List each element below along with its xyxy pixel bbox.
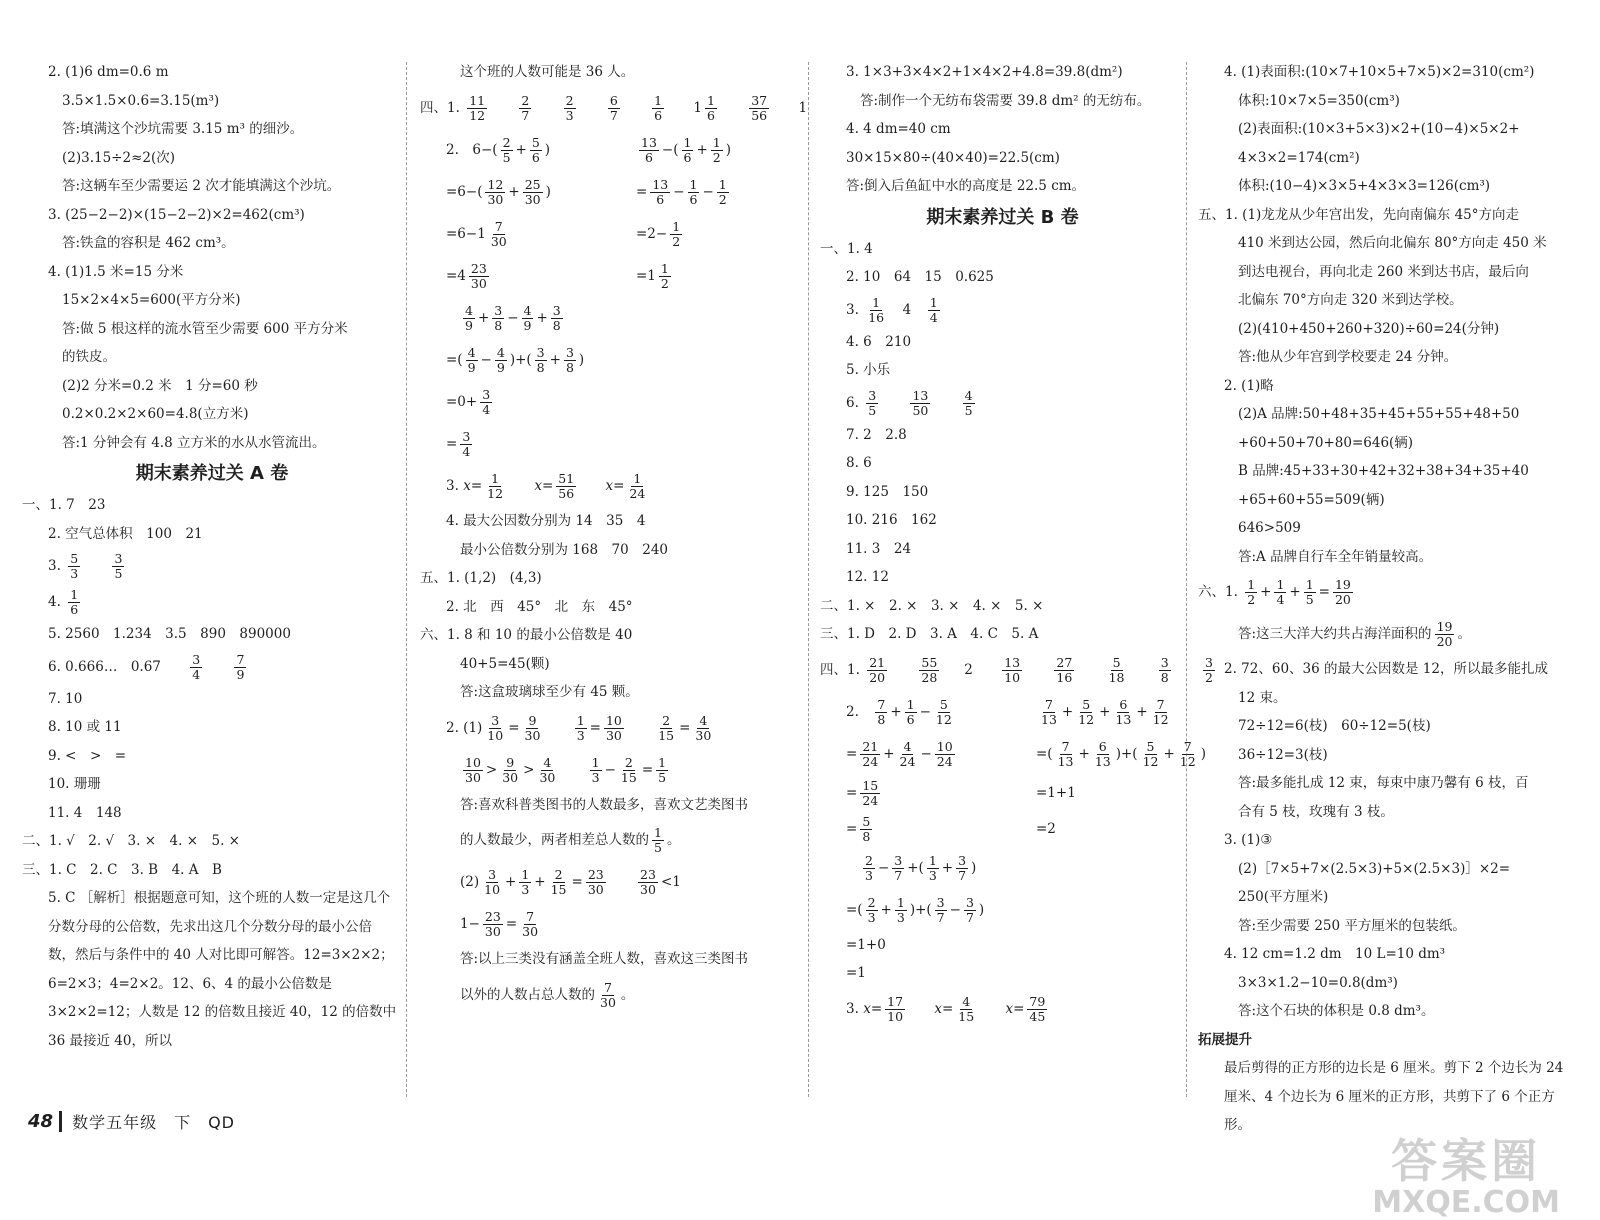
fraction: $\frac{3}{4}$ [482,387,491,417]
fraction: $\frac{1}{3}$ [591,754,600,785]
fraction: $\frac{4}{30}$ [695,712,712,743]
answer-line: 646>509 [1238,520,1301,536]
fraction: $\frac{6}{13}$ [1094,738,1111,769]
answer-line: 5. 2560 1.234 3.5 890 890000 [48,626,291,642]
answer-line: 2. (1)6 dm=0.6 m [48,64,169,80]
fraction: $\frac{7}{12}$ [1179,738,1196,769]
answer-line: (2) $\frac{3}{10}$ + $\frac{1}{3}$ + $\frac{2}{15}$ = $\frac{23}{30}$ $\frac{23}{30}$ <1 [460,867,681,897]
answer-line: 五、1. (1)龙龙从少年宫出发，先向南偏东 45°方向走 [1198,206,1520,223]
fraction: $\frac{4}{5}$ [964,387,973,418]
answer-column-3 [820,58,1213,1030]
fraction: $\frac{9}{30}$ [524,712,541,743]
column-divider-1 [406,62,407,1097]
fraction: $\frac{3}{4}$ [462,429,471,459]
answer-line: 答:铁盒的容积是 462 cm³。 [62,235,235,251]
answer-line: B 品牌:45+33+30+42+32+38+34+35+40 [1238,463,1529,479]
fraction: $\frac{10}{30}$ [605,712,622,743]
fraction: $\frac{5}{18}$ [1108,654,1125,685]
answer-line: 答:填满这个沙坑需要 3.15 m³ 的细沙。 [62,121,304,137]
fraction: $\frac{37}{56}$ [751,92,768,123]
answer-line: 2. 10 64 15 0.625 [846,269,994,285]
answer-line: 10. 珊珊 [48,776,101,792]
fraction: $\frac{1}{6}$ [906,696,915,727]
answer-line: 3. $\frac{5}{3}$ $\frac{3}{5}$ [48,551,123,581]
answer-line: 11. 3 24 [846,540,912,557]
fraction: $\frac{3}{2}$ [1205,654,1213,685]
answer-line: 0.2×0.2×2×60=4.8(立方米) [62,406,249,422]
answer-line: 8. 6 [846,455,872,471]
fraction: $\frac{1}{6}$ [689,177,698,207]
answer-line: 72÷12=6(枝) 60÷12=5(枝) [1238,718,1431,734]
extension-title: 拓展提升 [1198,1031,1252,1048]
answer-line: (2)表面积:(10×3+5×3)×2+(10−4)×5×2+ [1238,121,1520,137]
answer-line: 2. 北 西 45° 北 东 45° [446,598,633,615]
answer-line: 四、1. $\frac{21}{20}$ $\frac{55}{28}$ 2 $\frac{13}{10}$ $\frac{27}{16}$ $\frac{5}{18}$ $\frac{3}{8}$ $\frac{3}{2}$ [820,654,1213,685]
answer-line: 30×15×80÷(40×40)=22.5(cm) [846,149,1060,166]
fraction: $\frac{4}{9}$ [523,303,532,333]
answer-line: 答:这个石块的体积是 0.8 dm³。 [1238,1003,1435,1019]
fraction: $\frac{1}{2}$ [1247,577,1256,607]
fraction: $\frac{1}{2}$ [712,135,721,165]
calc-pair: = $\frac{21}{24}$ + $\frac{4}{24}$ − $\frac{10}{24}$ =( $\frac{7}{13}$ + $\frac{6}{13}$ )+( $\frac{5}{12}$ + $\frac{7}{12}$ ) [846,738,1206,769]
answer-column-4 [1198,58,1588,1140]
fraction: $\frac{10}{30}$ [465,754,481,785]
fraction: $\frac{2}{3}$ [867,894,876,925]
answer-line: 六、1. $\frac{1}{2}$ + $\frac{1}{4}$ + $\frac{1}{5}$ = $\frac{19}{20}$ [1198,577,1351,607]
fraction: $\frac{13}{6}$ [641,135,657,165]
fraction: $\frac{2}{3}$ [565,92,574,123]
watermark-bottom: MXQE.COM [1372,1185,1560,1220]
answer-line: +65+60+55=509(辆) [1238,491,1385,508]
answer-line: 10. 216 162 [846,512,937,528]
answer-line: 2. (1) $\frac{3}{10}$ = $\frac{9}{30}$ $\frac{1}{3}$ = $\frac{10}{30}$ $\frac{2}{15}$ = $\frac{4}{30}$ [446,712,712,743]
answer-line: 3. x= $\frac{1}{12}$ x= $\frac{51}{56}$ x= $\frac{1}{24}$ [446,471,646,501]
fraction: $\frac{55}{28}$ [921,654,938,685]
fraction: $\frac{79}{45}$ [1029,993,1046,1024]
answer-line: 2. (1)略 [1224,377,1274,394]
answer-paragraph: 5. C ［解析］根据题意可知，这个班的人数一定是这几个分数分母的公倍数，先求出这几个分数分母的最小公倍数，然后与条件中的 40 人对比即可解答。12=3×2×2；6=2×3；4=2×2。12、6、4 的最小公倍数是 3×2×2=12；人数是 12 的倍数且接近 40，12 的倍数中 36 最接近 40，所以 [48,890,397,1049]
fraction: $\frac{7}{13}$ [1057,738,1074,769]
fraction: $\frac{7}{9}$ [236,651,245,682]
answer-line: 6. 0.666… 0.67 $\frac{3}{4}$ $\frac{7}{9}$ [48,651,245,682]
answer-line: 一、1. 4 [820,240,873,257]
fraction: $\frac{21}{20}$ [869,654,886,685]
answer-line: 答:A 品牌自行车全年销量较高。 [1238,548,1433,565]
fraction: $\frac{1}{6}$ [706,92,715,123]
fraction: $\frac{1}{5}$ [658,754,667,785]
answer-line: 4. (1)1.5 米=15 分米 [48,263,184,280]
calc-line: $\frac{2}{3}$ − $\frac{3}{7}$ +( $\frac{1}{3}$ + $\frac{3}{7}$ ) [865,852,977,883]
fraction: $\frac{10}{24}$ [936,738,953,769]
answer-line: 答:以上三类没有涵盖全班人数，喜欢这三类图书 [460,951,749,967]
fraction: $\frac{3}{7}$ [965,894,974,925]
answer-line: 4. (1)表面积:(10×7+10×5+7×5)×2=310(cm²) [1224,64,1535,80]
fraction: $\frac{7}{12}$ [1152,696,1169,727]
fraction: $\frac{1}{6}$ [683,135,692,165]
fraction: $\frac{1}{24}$ [629,471,646,501]
fraction: $\frac{3}{10}$ [484,867,501,897]
fraction: $\frac{13}{50}$ [912,387,929,418]
fraction: $\frac{1}{6}$ [70,587,79,617]
answer-line: 四、1. $\frac{11}{12}$ $\frac{2}{7}$ $\frac{2}{3}$ $\frac{6}{7}$ $\frac{1}{6}$ 1 $\frac{1}{6}$ $\frac{37}{56}$ 1 [420,92,808,123]
answer-line: 二、1. √ 2. √ 3. × 4. × 5. × [22,833,240,849]
fraction: $\frac{7}{30}$ [490,219,507,249]
fraction: $\frac{1}{2}$ [718,177,727,207]
fraction: $\frac{4}{15}$ [958,993,975,1024]
fraction: $\frac{2}{5}$ [502,135,511,165]
fraction: $\frac{25}{30}$ [524,177,541,207]
answer-column-1 [22,58,402,1055]
fraction: $\frac{1}{3}$ [928,852,937,883]
calc-line: =1+0 [846,936,886,953]
answer-line: 410 米到达公园，然后向北偏东 80°方向走 450 米 [1238,235,1547,251]
column-divider-3 [1186,62,1187,1097]
fraction: $\frac{4}{9}$ [496,345,505,375]
fraction: $\frac{4}{9}$ [467,345,476,375]
fraction: $\frac{11}{12}$ [469,92,486,123]
answer-line: 4×3×2=174(cm²) [1238,149,1360,166]
fraction: $\frac{51}{56}$ [558,471,575,501]
answer-line: 答:这盒玻璃球至少有 45 颗。 [460,684,639,700]
answer-line: 答:倒入后鱼缸中水的高度是 22.5 cm。 [846,178,1086,194]
fraction: $\frac{19}{20}$ [1334,577,1351,607]
calc-pair: =6−( $\frac{12}{30}$ + $\frac{25}{30}$ ) = $\frac{13}{6}$ − $\frac{1}{6}$ − $\frac{1}{2}$ [446,177,727,207]
answer-line: 8. 10 或 11 [48,719,122,735]
answer-line: 答:最多能扎成 12 束，每束中康乃馨有 6 枝，百 [1238,775,1529,791]
fraction: $\frac{4}{24}$ [899,738,916,769]
fraction: $\frac{19}{20}$ [1436,619,1453,649]
fraction: $\frac{1}{4}$ [929,294,938,325]
fraction: $\frac{3}{8}$ [1160,654,1169,685]
answer-line: 二、1. × 2. × 3. × 4. × 5. × [820,597,1044,614]
answer-line: 2. 空气总体积 100 21 [48,525,203,542]
answer-line: 4. $\frac{1}{6}$ [48,587,79,617]
fraction: $\frac{3}{7}$ [936,894,945,925]
extension-paragraph: 最后剪得的正方形的边长是 6 厘米。剪下 2 个边长为 24 厘米、4 个边长为 6 厘米的正方形，共剪下了 6 个正方形。 [1224,1060,1564,1133]
answer-line: 最小公倍数分别为 168 70 240 [460,541,669,558]
fraction: $\frac{21}{24}$ [862,738,879,769]
fraction: $\frac{23}{30}$ [484,909,501,939]
fraction: $\frac{27}{16}$ [1056,654,1073,685]
fraction: $\frac{1}{4}$ [1276,577,1285,607]
fraction: $\frac{23}{30}$ [470,261,487,291]
answer-line: 4. 4 dm=40 cm [846,121,951,137]
answer-line: $\frac{10}{30}$ > $\frac{9}{30}$ > $\frac{4}{30}$ $\frac{1}{3}$ − $\frac{2}{15}$ = $\frac{1}{5}$ [465,754,667,785]
calc-line: $\frac{4}{9}$ + $\frac{3}{8}$ − $\frac{4}{9}$ + $\frac{3}{8}$ [465,303,561,333]
fraction: $\frac{5}{12}$ [1078,696,1095,727]
fraction: $\frac{7}{8}$ [877,696,886,727]
fraction: $\frac{1}{5}$ [1305,577,1314,607]
calc-line: =1 [846,965,866,981]
page-footer [22,1110,235,1133]
book-title: 数学五年级 下 QD [72,1113,235,1132]
answer-line: 体积:10×7×5=350(cm³) [1238,92,1400,109]
answer-line: 答:做 5 根这样的流水管至少需要 600 平方分米 [62,320,348,337]
fraction: $\frac{1}{2}$ [672,219,681,249]
answer-line: 12 束。 [1238,689,1287,706]
section-heading-b: 期末素养过关 B 卷 [926,206,1079,228]
fraction: $\frac{1}{3}$ [896,894,905,925]
fraction: $\frac{3}{7}$ [958,852,967,883]
answer-line: 答:这辆车至少需要运 2 次才能填满这个沙坑。 [62,178,341,194]
answer-line: (2)2 分米=0.2 米 1 分=60 秒 [62,377,258,394]
fraction: $\frac{3}{8}$ [536,345,545,375]
answer-line: 9. 125 150 [846,483,929,500]
answer-line: 的人数最少，两者相差总人数的 $\frac{1}{5}$ 。 [460,825,681,855]
fraction: $\frac{3}{10}$ [487,712,504,743]
answer-line: 答:这三大洋大约共占海洋面积的 $\frac{19}{20}$ 。 [1238,619,1471,649]
fraction: $\frac{4}{30}$ [539,754,556,785]
answer-line: 六、1. 8 和 10 的最小公倍数是 40 [420,627,633,643]
answer-line: 4. 12 cm=1.2 dm 10 L=10 dm³ [1224,946,1446,962]
fraction: $\frac{1}{3}$ [576,712,585,743]
answer-line: 这个班的人数可能是 36 人。 [460,64,635,80]
fraction: $\frac{15}{24}$ [862,777,879,808]
watermark-logo [1372,1125,1560,1220]
page-number: 48 [22,1111,62,1132]
answer-line: 北偏东 70°方向走 320 米到达学校。 [1238,292,1463,308]
answer-line: 答:1 分钟会有 4.8 立方米的水从水管流出。 [62,434,326,451]
answer-line: 5. 小乐 [846,362,891,378]
answer-line: 7. 10 [48,690,83,707]
fraction: $\frac{2}{7}$ [521,92,530,123]
fraction: $\frac{2}{3}$ [865,852,873,883]
answer-line: 答:他从少年宫到学校要走 24 分钟。 [1238,349,1458,365]
answer-line: 4. 6 210 [846,333,912,350]
calc-pair: 2. $\frac{7}{8}$ + $\frac{1}{6}$ − $\frac{5}{12}$ $\frac{7}{13}$ + $\frac{5}{12}$ + $\frac{6}{13}$ + $\frac{7}{12}$ [846,696,1169,727]
fraction: $\frac{5}{12}$ [935,696,952,727]
calc-pair: = $\frac{5}{8}$ =2 [846,813,1056,844]
fraction: $\frac{5}{8}$ [862,813,871,844]
fraction: $\frac{1}{2}$ [660,261,669,291]
answer-line: 4. 最大公因数分别为 14 35 4 [446,513,646,529]
fraction: $\frac{13}{6}$ [652,177,669,207]
fraction: $\frac{2}{15}$ [550,867,567,897]
answer-line: 3. x= $\frac{17}{10}$ x= $\frac{4}{15}$ x= $\frac{79}{45}$ [846,993,1046,1024]
fraction: $\frac{3}{8}$ [552,303,561,333]
calc-line: =0+ $\frac{3}{4}$ [446,387,491,417]
fraction: $\frac{5}{6}$ [531,135,540,165]
fraction: $\frac{1}{3}$ [521,867,530,897]
fraction: $\frac{7}{13}$ [1041,696,1057,727]
calc-pair: 2. 6−( $\frac{2}{5}$ + $\frac{5}{6}$ ) $\frac{13}{6}$ −( $\frac{1}{6}$ + $\frac{1}{2}$ ) [446,135,731,165]
fraction: $\frac{1}{12}$ [487,471,504,501]
fraction: $\frac{13}{10}$ [1004,654,1021,685]
answer-line: 3.5×1.5×0.6=3.15(m³) [62,92,220,109]
fraction: $\frac{23}{30}$ [587,867,604,897]
answer-line: 15×2×4×5=600(平方分米) [62,292,241,308]
fraction: $\frac{3}{8}$ [565,345,574,375]
answer-line: 3. $\frac{1}{16}$ 4 $\frac{1}{4}$ [846,294,938,325]
answer-line: 三、1. D 2. D 3. A 4. C 5. A [820,626,1039,642]
answer-column-2 [420,58,808,1016]
answer-line: (2)3.15÷2≈2(次) [62,149,176,166]
fraction: $\frac{3}{4}$ [192,651,201,682]
answer-line: 合有 5 枝，玫瑰有 3 枝。 [1238,803,1394,820]
answer-line: 11. 4 148 [48,804,122,821]
answer-line: 36÷12=3(枝) [1238,746,1328,763]
answer-line: 1− $\frac{23}{30}$ = $\frac{7}{30}$ [460,909,539,939]
answer-line: (2)A 品牌:50+48+35+45+55+55+48+50 [1238,406,1520,422]
answer-line: 体积:(10−4)×3×5+4×3×3=126(cm³) [1238,178,1491,194]
fraction: $\frac{2}{15}$ [620,754,637,785]
answer-line: 9. < > = [48,747,127,764]
fraction: $\frac{3}{8}$ [494,303,503,333]
fraction: $\frac{5}{3}$ [70,551,79,581]
fraction: $\frac{1}{5}$ [654,825,662,855]
fraction: $\frac{17}{10}$ [887,993,904,1024]
watermark-top: 答案圈 [1391,1134,1542,1188]
fraction: $\frac{1}{6}$ [654,92,663,123]
fraction: $\frac{23}{30}$ [640,867,656,897]
answer-line: 3. (1)③ [1224,832,1273,848]
fraction: $\frac{3}{5}$ [114,551,123,581]
fraction: $\frac{5}{12}$ [1142,738,1159,769]
fraction: $\frac{3}{5}$ [868,387,877,418]
answer-line: 答:制作一个无纺布袋需要 39.8 dm² 的无纺布。 [860,92,1151,109]
fraction: $\frac{2}{15}$ [658,712,675,743]
fraction: $\frac{6}{13}$ [1115,696,1132,727]
answer-line: 以外的人数占总人数的 $\frac{7}{30}$ 。 [460,979,635,1010]
calc-line: =( $\frac{4}{9}$ − $\frac{4}{9}$ )+( $\frac{3}{8}$ + $\frac{3}{8}$ ) [446,345,585,375]
answer-line: (2)［7×5+7×(2.5×3)+5×(2.5×3)］×2= [1238,860,1511,877]
calc-line: = $\frac{3}{4}$ [446,429,471,459]
answer-line: 3. (25−2−2)×(15−2−2)×2=462(cm³) [48,206,305,223]
fraction: $\frac{12}{30}$ [487,177,504,207]
fraction: $\frac{7}{30}$ [522,909,539,939]
fraction: $\frac{4}{9}$ [465,303,473,333]
answer-line: 3×3×1.2−10=0.8(dm³) [1238,974,1398,991]
answer-line: 五、1. (1,2) (4,3) [420,570,542,586]
section-heading-a: 期末素养过关 A 卷 [135,463,289,484]
answer-line: 的铁皮。 [62,349,116,365]
calc-line: =( $\frac{2}{3}$ + $\frac{1}{3}$ )+( $\frac{3}{7}$ − $\frac{3}{7}$ ) [846,894,985,925]
fraction: $\frac{7}{30}$ [600,979,616,1010]
answer-line: 答:至少需要 250 平方厘米的包装纸。 [1238,917,1466,934]
calc-pair: = $\frac{15}{24}$ =1+1 [846,777,1076,808]
answer-line: 答:喜欢科普类图书的人数最多，喜欢文艺类图书 [460,796,749,813]
answer-line: 2. 72、60、36 的最大公因数是 12，所以最多能扎成 [1224,661,1548,677]
answer-line: 6. $\frac{3}{5}$ $\frac{13}{50}$ $\frac{4}{5}$ [846,387,973,418]
answer-line: 3. 1×3+3×4×2+1×4×2+4.8=39.8(dm²) [846,64,1123,80]
answer-line: 40+5=45(颗) [460,655,550,672]
fraction: $\frac{6}{7}$ [609,92,618,123]
fraction: $\frac{3}{7}$ [894,852,903,883]
answer-line: 12. 12 [846,569,889,585]
answer-line: 7. 2 2.8 [846,426,907,443]
answer-line: +60+50+70+80=646(辆) [1238,434,1414,451]
calc-pair: =6−1 $\frac{7}{30}$ =2− $\frac{1}{2}$ [446,219,681,249]
fraction: $\frac{9}{30}$ [502,754,519,785]
answer-line: 到达电视台，再向北走 260 米到达书店，最后向 [1238,263,1529,280]
calc-pair: =4 $\frac{23}{30}$ =1 $\frac{1}{2}$ [446,261,669,291]
answer-line: 250(平方厘米) [1238,889,1329,905]
answer-line: 三、1. C 2. C 3. B 4. A B [22,861,222,878]
fraction: $\frac{1}{16}$ [868,294,885,325]
answer-line: 一、1. 7 23 [22,497,106,513]
answer-line: (2)(410+450+260+320)÷60=24(分钟) [1238,320,1500,337]
